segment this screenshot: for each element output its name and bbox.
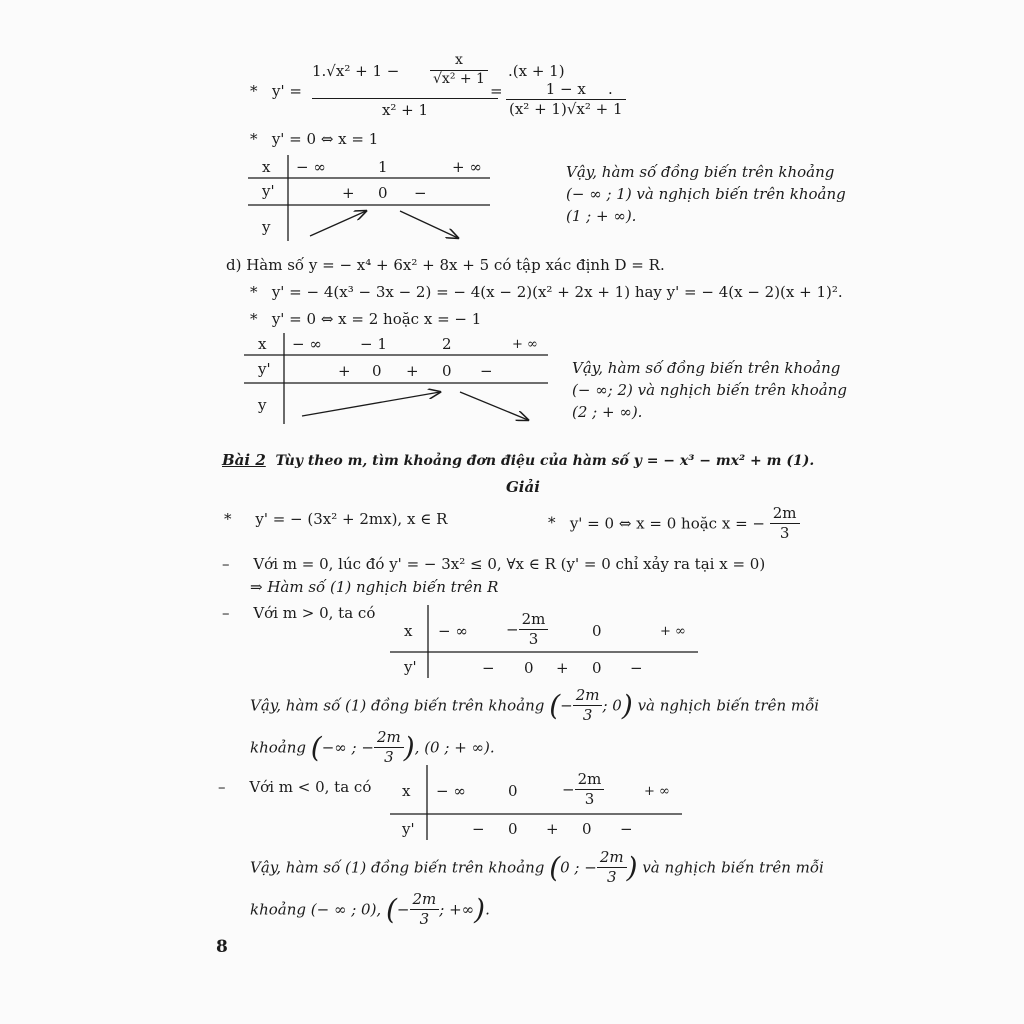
t1-yp-val: − [414,184,427,202]
bullet: * [250,82,258,100]
t4-x-val: + ∞ [644,784,670,799]
case-m-negative: – Với m < 0, ta có [218,778,372,796]
bai2-derivative: * y' = − (3x² + 2mx), x ∈ R [224,510,448,528]
t4-yp-val: − [472,820,485,838]
t2-yp-val: + [406,362,419,380]
arrow-down-2 [460,392,528,420]
t1-yp-label: y' [262,182,275,200]
t1-x-val: 1 [378,158,388,176]
conclusion-m-positive-2: khoảng (−∞ ; − $\frac{2m}{3}$ ), (0 ; + ∞). [250,728,495,766]
part-d-intro: d) Hàm số y = − x⁴ + 6x² + 8x + 5 có tập xác định D = R. [226,256,665,274]
t3-yp-val: 0 [524,659,534,677]
conclusion-1: Vậy, hàm số đồng biến trên khoảng (− ∞ ; 1) và nghịch biến trên khoảng (1 ; + ∞). [566,163,846,225]
zero-line-1: * y' = 0 ⇔ x = 1 [250,130,379,148]
main-fraction: 1.√x² + 1 − $\frac{x}{\text{√x² + 1}}$ .(x + 1) x² + 1 [312,52,565,119]
t2-yp-val: − [480,362,493,380]
t4-x-val: 0 [508,782,518,800]
t4-yp-label: y' [402,820,415,838]
t2-x-label: x [258,335,267,353]
conclusion-d: Vậy, hàm số đồng biến trên khoảng (− ∞; 2) và nghịch biến trên khoảng (2 ; + ∞). [572,359,847,421]
t3-yp-val: − [630,659,643,677]
case-m-zero-result: ⇒ Hàm số (1) nghịch biến trên R [250,578,499,596]
t3-x-label: x [404,622,413,640]
case-m-positive: – Với m > 0, ta có [222,604,376,622]
t2-yp-val: 0 [442,362,452,380]
t4-x-label: x [402,782,411,800]
t2-y-label: y [258,396,267,414]
t4-x-val-frac: − $\frac{2m}{3}$ [562,770,604,809]
t1-yp-val: + [342,184,355,202]
t3-yp-val: − [482,659,495,677]
t1-x-val: + ∞ [452,158,482,176]
bai2-zero: * y' = 0 ⇔ x = 0 hoặc x = − $\frac{2m}{3}$ [548,504,800,543]
t3-x-val: + ∞ [660,624,686,639]
t3-x-val: − ∞ [438,622,468,640]
exercise-label: Bài 2 [222,451,266,469]
t1-y-label: y [262,218,271,236]
t3-yp-val: + [556,659,569,677]
t4-yp-val: 0 [508,820,518,838]
part-d-derivative: * y' = − 4(x³ − 3x − 2) = − 4(x − 2)(x² + 2x + 1) hay y' = − 4(x − 2)(x + 1)². [250,283,843,301]
solution-heading: Giải [506,478,540,496]
t2-x-val: − ∞ [292,335,322,353]
t4-yp-val: 0 [582,820,592,838]
t4-yp-val: + [546,820,559,838]
conclusion-m-negative-1: Vậy, hàm số (1) đồng biến trên khoảng (0 ; − $\frac{2m}{3}$ ) và nghịch biến trên mỗi [250,848,824,886]
t1-x-label: x [262,158,271,176]
t4-yp-val: − [620,820,633,838]
arrow-up-1 [310,211,366,236]
conclusion-m-negative-2: khoảng (− ∞ ; 0), (− $\frac{2m}{3}$ ; +∞). [250,890,490,928]
t2-yp-val: + [338,362,351,380]
t3-x-val-frac: − $\frac{2m}{3}$ [506,610,548,649]
arrow-up-2 [302,392,440,416]
t3-yp-val: 0 [592,659,602,677]
t3-yp-label: y' [404,658,417,676]
t2-yp-val: 0 [372,362,382,380]
t1-x-val: − ∞ [296,158,326,176]
t2-x-val: 2 [442,335,452,353]
part-d-zero: * y' = 0 ⇔ x = 2 hoặc x = − 1 [250,310,482,328]
t1-yp-val: 0 [378,184,388,202]
inner-fraction: $\frac{x}{\text{√x² + 1}}$ [430,52,488,88]
t2-x-val: + ∞ [512,337,538,352]
rhs-fraction: $\frac{1 - x}{\text{(x² + 1)√x² + 1}}$ [506,80,626,119]
t4-x-val: − ∞ [436,782,466,800]
t2-x-val: − 1 [360,335,387,353]
page-number: 8 [216,937,228,957]
case-m-zero: – Với m = 0, lúc đó y' = − 3x² ≤ 0, ∀x ∈ R (y' = 0 chỉ xảy ra tại x = 0) [222,555,766,573]
t3-x-val: 0 [592,622,602,640]
arrow-down-1 [400,211,458,238]
conclusion-m-positive-1: Vậy, hàm số (1) đồng biến trên khoảng (− $\frac{2m}{3}$ ; 0) và nghịch biến trên mỗi [250,686,820,724]
exercise-heading: Bài 2 Tùy theo m, tìm khoảng đơn điệu của hàm số y = − x³ − mx² + m (1). [222,451,815,469]
y-prime-label: y' = [272,82,302,100]
t2-yp-label: y' [258,360,271,378]
